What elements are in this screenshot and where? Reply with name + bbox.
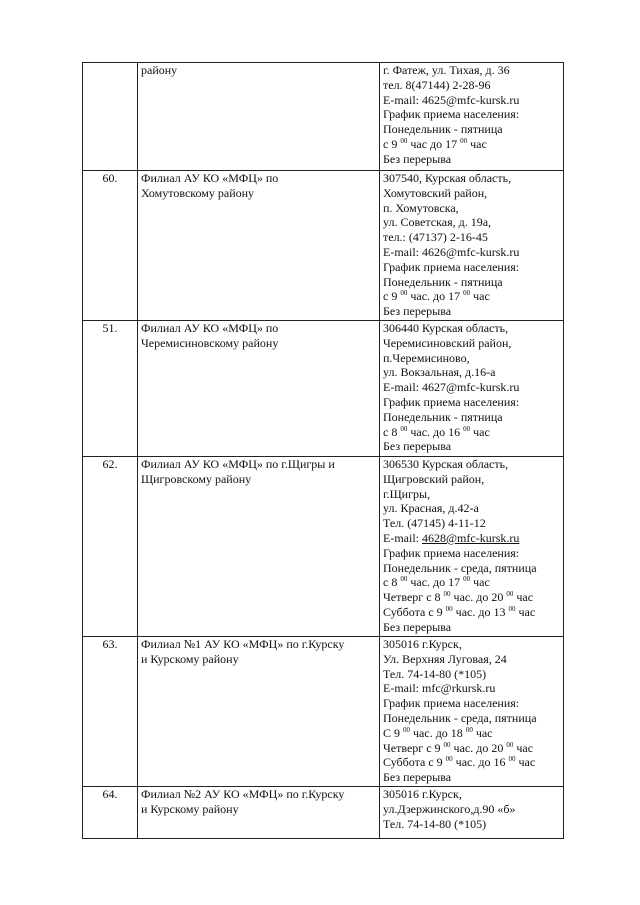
schedule-minutes: 00	[508, 604, 516, 613]
branch-name	[138, 637, 380, 787]
break-note: Без перерыва	[383, 151, 452, 166]
schedule-text: час. до 13	[452, 604, 509, 619]
contact-line: График приема населения:	[383, 107, 520, 122]
contact-line: Тел. 74-14-80 (*105)	[383, 666, 487, 681]
branch-contacts	[380, 171, 564, 321]
branch-name-line: и Курскому району	[141, 651, 239, 666]
schedule-text: с 8	[383, 424, 401, 439]
table-row	[83, 63, 564, 171]
branch-contacts	[380, 63, 564, 171]
schedule-minutes: 00	[463, 575, 471, 584]
contact-line: Понедельник - пятница	[383, 122, 503, 137]
schedule-line	[383, 137, 560, 152]
contact-line: ул. Советская, д. 19а,	[383, 215, 492, 230]
schedule-text: час. до 16	[407, 424, 464, 439]
schedule-text: час	[513, 740, 534, 755]
table-row	[83, 457, 564, 637]
branch-name-line: Филиал АУ КО «МФЦ» по	[141, 321, 279, 335]
schedule-minutes: 00	[506, 740, 514, 749]
branches-table	[82, 62, 564, 839]
row-number: 62.	[83, 457, 138, 637]
schedule-minutes: 00	[463, 289, 471, 298]
branch-name	[138, 457, 380, 637]
schedule-minutes: 00	[400, 575, 408, 584]
schedule-minutes: 00	[400, 289, 408, 298]
branch-name	[138, 171, 380, 321]
table-body	[83, 63, 564, 839]
schedule-line	[383, 575, 560, 590]
contact-line: Тел. 74-14-80 (*105)	[383, 816, 487, 831]
schedule-text: с 9	[383, 136, 401, 151]
schedule-minutes: 00	[463, 424, 471, 433]
schedule-minutes: 00	[443, 740, 451, 749]
contact-line: Черемисиновский район,	[383, 335, 512, 350]
branch-name-line: Хомутовскому району	[141, 185, 255, 200]
contact-line: E-mail: mfc@rkursk.ru	[383, 681, 496, 696]
schedule-minutes: 00	[506, 590, 514, 599]
schedule-text: час. до 16	[452, 755, 509, 770]
contact-line: Понедельник - пятница	[383, 409, 503, 424]
schedule-line	[383, 726, 560, 741]
schedule-text: С 9	[383, 725, 404, 740]
contact-line: 305016 г.Курск,	[383, 637, 462, 651]
schedule-line	[383, 605, 560, 620]
branch-name-line: Щигровскому району	[141, 471, 252, 486]
schedule-text: час. до 17	[407, 575, 464, 590]
contact-line: тел.: (47137) 2-16-45	[383, 230, 488, 245]
schedule-minutes: 00	[400, 424, 408, 433]
row-number	[83, 63, 138, 171]
break-note: Без перерыва	[383, 770, 452, 785]
contact-line: Ул. Верхняя Луговая, 24	[383, 651, 507, 666]
break-note: Без перерыва	[383, 439, 452, 454]
email-address: 4628@mfc-kursk.ru	[422, 530, 520, 545]
schedule-line	[383, 425, 560, 440]
schedule-text: с 9	[383, 289, 401, 304]
branch-contacts	[380, 457, 564, 637]
branch-contacts	[380, 637, 564, 787]
contact-line: ул. Вокзальная, д.16-а	[383, 365, 496, 380]
branch-contacts	[380, 321, 564, 457]
schedule-minutes: 00	[403, 725, 411, 734]
contact-line: E-mail: 4626@mfc-kursk.ru	[383, 244, 520, 259]
schedule-minutes: 00	[445, 604, 453, 613]
schedule-minutes: 00	[460, 136, 468, 145]
contact-line: Хомутовский район,	[383, 185, 488, 200]
contact-line: тел. 8(47144) 2-28-96	[383, 77, 491, 92]
contact-line: п. Хомутовска,	[383, 200, 459, 215]
schedule-text: час. до 17	[407, 289, 464, 304]
branch-name-line: Черемисиновскому району	[141, 335, 279, 350]
row-number: 51.	[83, 321, 138, 457]
contact-line: График приема населения:	[383, 394, 520, 409]
schedule-text: час	[470, 575, 490, 590]
schedule-minutes: 00	[400, 136, 408, 145]
schedule-minutes: 00	[508, 755, 516, 764]
schedule-text: с 8	[383, 575, 401, 590]
contact-line: Понедельник - среда, пятница	[383, 560, 537, 575]
contact-line: Понедельник - среда, пятница	[383, 710, 537, 725]
schedule-text: час	[515, 755, 536, 770]
contact-line: 305016 г.Курск,	[383, 787, 462, 801]
contact-line: ул. Красная, д.42-а	[383, 501, 479, 516]
schedule-text: Суббота с 9	[383, 755, 446, 770]
schedule-minutes: 00	[465, 725, 473, 734]
contact-line: 306530 Курская область,	[383, 457, 509, 471]
contact-line: г. Фатеж, ул. Тихая, д. 36	[383, 63, 510, 77]
schedule-line	[383, 289, 560, 304]
row-number: 64.	[83, 787, 138, 839]
email-line	[383, 531, 560, 546]
contact-line: ул.Дзержинского,д.90 «б»	[383, 801, 516, 816]
schedule-line	[383, 755, 560, 770]
schedule-line	[383, 590, 560, 605]
schedule-line	[383, 741, 560, 756]
schedule-text: час	[515, 604, 536, 619]
table-row	[83, 321, 564, 457]
branch-contacts	[380, 787, 564, 839]
break-note: Без перерыва	[383, 619, 452, 634]
branch-name-line: Филиал АУ КО «МФЦ» по	[141, 171, 279, 185]
schedule-text: Четверг с 8	[383, 590, 444, 605]
schedule-text: час	[467, 136, 487, 151]
schedule-text: час. до 18	[410, 725, 466, 740]
schedule-text: час. до 20	[450, 740, 507, 755]
branch-name-line: и Курскому району	[141, 801, 239, 816]
branch-name-line: Филиал №1 АУ КО «МФЦ» по г.Курску	[141, 637, 345, 651]
table-row	[83, 171, 564, 321]
branch-name	[138, 787, 380, 839]
schedule-text: час	[513, 590, 534, 605]
contact-line: График приема населения:	[383, 545, 520, 560]
contact-line: E-mail: 4625@mfc-kursk.ru	[383, 92, 520, 107]
schedule-text: Четверг с 9	[383, 740, 444, 755]
branch-name-line: Филиал АУ КО «МФЦ» по г.Щигры и	[141, 457, 335, 471]
contact-line: п.Черемисиново,	[383, 350, 470, 365]
contact-line: График приема населения:	[383, 259, 520, 274]
schedule-minutes: 00	[443, 590, 451, 599]
schedule-text: час	[470, 424, 490, 439]
row-number: 63.	[83, 637, 138, 787]
contact-line: Понедельник - пятница	[383, 274, 503, 289]
branch-name-line: Филиал №2 АУ КО «МФЦ» по г.Курску	[141, 787, 345, 801]
contact-line: г.Щигры,	[383, 486, 431, 501]
branch-name	[138, 63, 380, 171]
email-label: E-mail:	[383, 530, 422, 545]
contact-line: E-mail: 4627@mfc-kursk.ru	[383, 380, 520, 395]
contact-line: 306440 Курская область,	[383, 321, 509, 335]
branch-name	[138, 321, 380, 457]
schedule-text: час	[470, 289, 490, 304]
contact-line: Тел. (47145) 4-11-12	[383, 516, 486, 531]
contact-line: График приема населения:	[383, 696, 520, 711]
break-note: Без перерыва	[383, 304, 452, 319]
schedule-text: Суббота с 9	[383, 604, 446, 619]
row-number: 60.	[83, 171, 138, 321]
schedule-text: час до 17	[407, 136, 461, 151]
contact-line: 307540, Курская область,	[383, 171, 512, 185]
contact-line: Щигровский район,	[383, 471, 485, 486]
table-row	[83, 637, 564, 787]
branch-name-line: району	[141, 63, 178, 77]
table-row	[83, 787, 564, 839]
schedule-minutes: 00	[445, 755, 453, 764]
schedule-text: час. до 20	[450, 590, 507, 605]
schedule-text: час	[472, 725, 493, 740]
